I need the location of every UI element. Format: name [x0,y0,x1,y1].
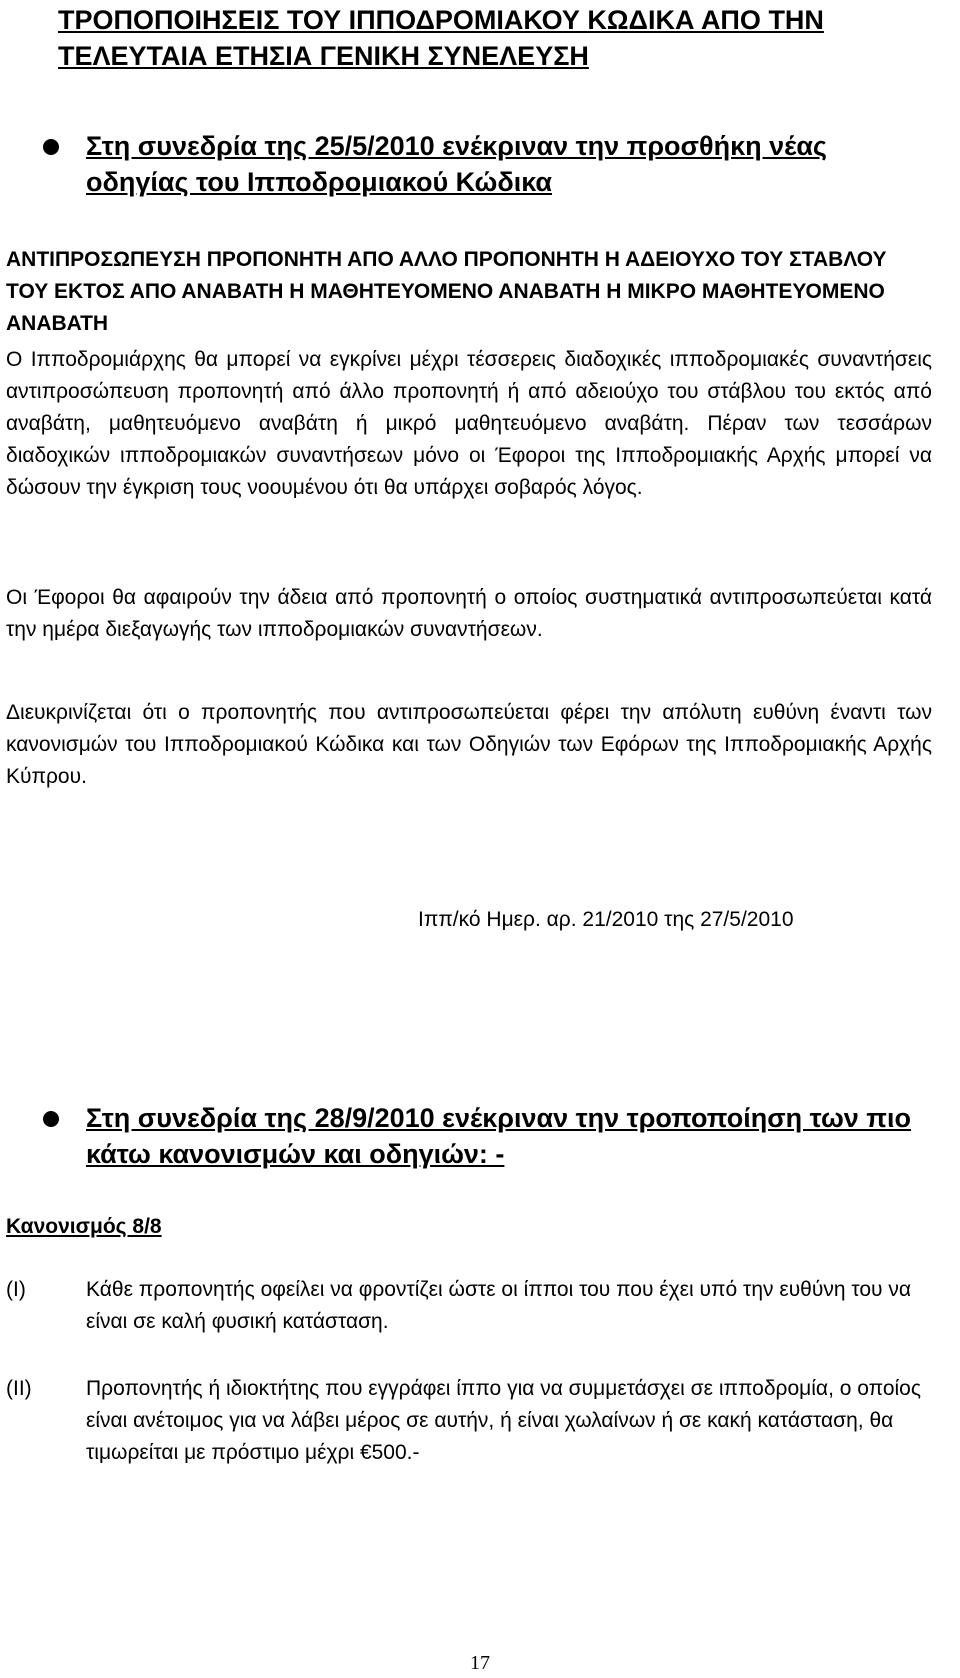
section-1-bullet-text: Στη συνεδρία της 25/5/2010 ενέκριναν την προσθήκη νέας οδηγίας του Ιπποδρομιακού Κώδικα [86,131,827,197]
paragraph-3: Διευκρινίζεται ότι ο προπονητής που αντιπροσωπεύεται φέρει την απόλυτη ευθύνη έναντι των κανονισμών του Ιπποδρομιακού Κώδικα και των Οδηγιών των Εφόρων της Ιπποδρομιακής Αρχής Κύπρου. [6,701,932,788]
page-number: 17 [470,1652,490,1674]
section-1-heading: ΑΝΤΙΠΡΟΣΩΠΕΥΣΗ ΠΡΟΠΟΝΗΤΗ ΑΠΟ ΑΛΛΟ ΠΡΟΠΟΝΗΤΗ Η ΑΔΕΙΟΥΧΟ ΤΟΥ ΣΤΑΒΛΟΥ ΤΟΥ ΕΚΤΟΣ ΑΠΟ ΑΝΑΒΑΤΗ Η ΜΑΘΗΤΕΥΟΜΕΝΟ ΑΝΑΒΑΤΗ Η ΜΙΚΡΟ ΜΑΘΗΤΕΥΟΜΕΝΟ ΑΝΑΒΑΤΗ [6,248,887,335]
bullet-icon [43,139,59,155]
page-title: ΤΡΟΠΟΠΟΙΗΣΕΙΣ ΤΟΥ ΙΠΠΟΔΡΟΜΙΑΚΟΥ ΚΩΔΙΚΑ ΑΠΟ ΤΗΝ ΤΕΛΕΥΤΑΙΑ ΕΤΗΣΙΑ ΓΕΝΙΚΗ ΣΥΝΕΛΕΥΣΗ [58,5,824,71]
list-item-number: (I) [6,1278,26,1301]
paragraph-2: Οι Έφοροι θα αφαιρούν την άδεια από προπονητή ο οποίος συστηματικά αντιπροσωπεύεται κατά την ημέρα διεξαγωγής των ιπποδρομιακών συναντήσεων. [6,586,932,641]
paragraph-1: Ο Ιπποδρομιάρχης θα μπορεί να εγκρίνει μέχρι τέσσερεις διαδοχικές ιπποδρομιακές συναντήσεις αντιπροσώπευση προπονητή από άλλο προπονητή ή από αδειούχο του στάβλου του εκτός από αναβάτη, μαθητευόμενο αναβάτη ή μικρό μαθητευόμενο αναβάτη. Πέραν των τεσσάρων διαδοχικών ιπποδρομιακών συναντήσεων μόνο οι Έφοροι της Ιπποδρομιακής Αρχής μπορεί να δώσουν την έγκριση τους νοουμένου ότι θα υπάρχει σοβαρός λόγος. [6,348,932,499]
bullet-icon [43,1111,59,1127]
list-item-number: (II) [6,1377,32,1400]
regulation-heading: Κανονισμός 8/8 [6,1215,162,1238]
list-item-text: Κάθε προπονητής οφείλει να φροντίζει ώστε οι ίπποι του που έχει υπό την ευθύνη του να είναι σε καλή φυσική κατάσταση. [86,1278,911,1333]
section-2-bullet-text: Στη συνεδρία της 28/9/2010 ενέκριναν την τροποποίηση των πιο κάτω κανονισμών και οδηγιών: - [86,1103,911,1169]
reference-note: Ιππ/κό Ημερ. αρ. 21/2010 της 27/5/2010 [418,908,794,931]
list-item-text: Προπονητής ή ιδιοκτήτης που εγγράφει ίππο για να συμμετάσχει σε ιπποδρομία, ο οποίος είναι ανέτοιμος για να λάβει μέρος σε αυτήν, ή είναι χωλαίνων ή σε κακή κατάσταση, θα τιμωρείται με πρόστιμο μέχρι €500.- [86,1377,921,1464]
